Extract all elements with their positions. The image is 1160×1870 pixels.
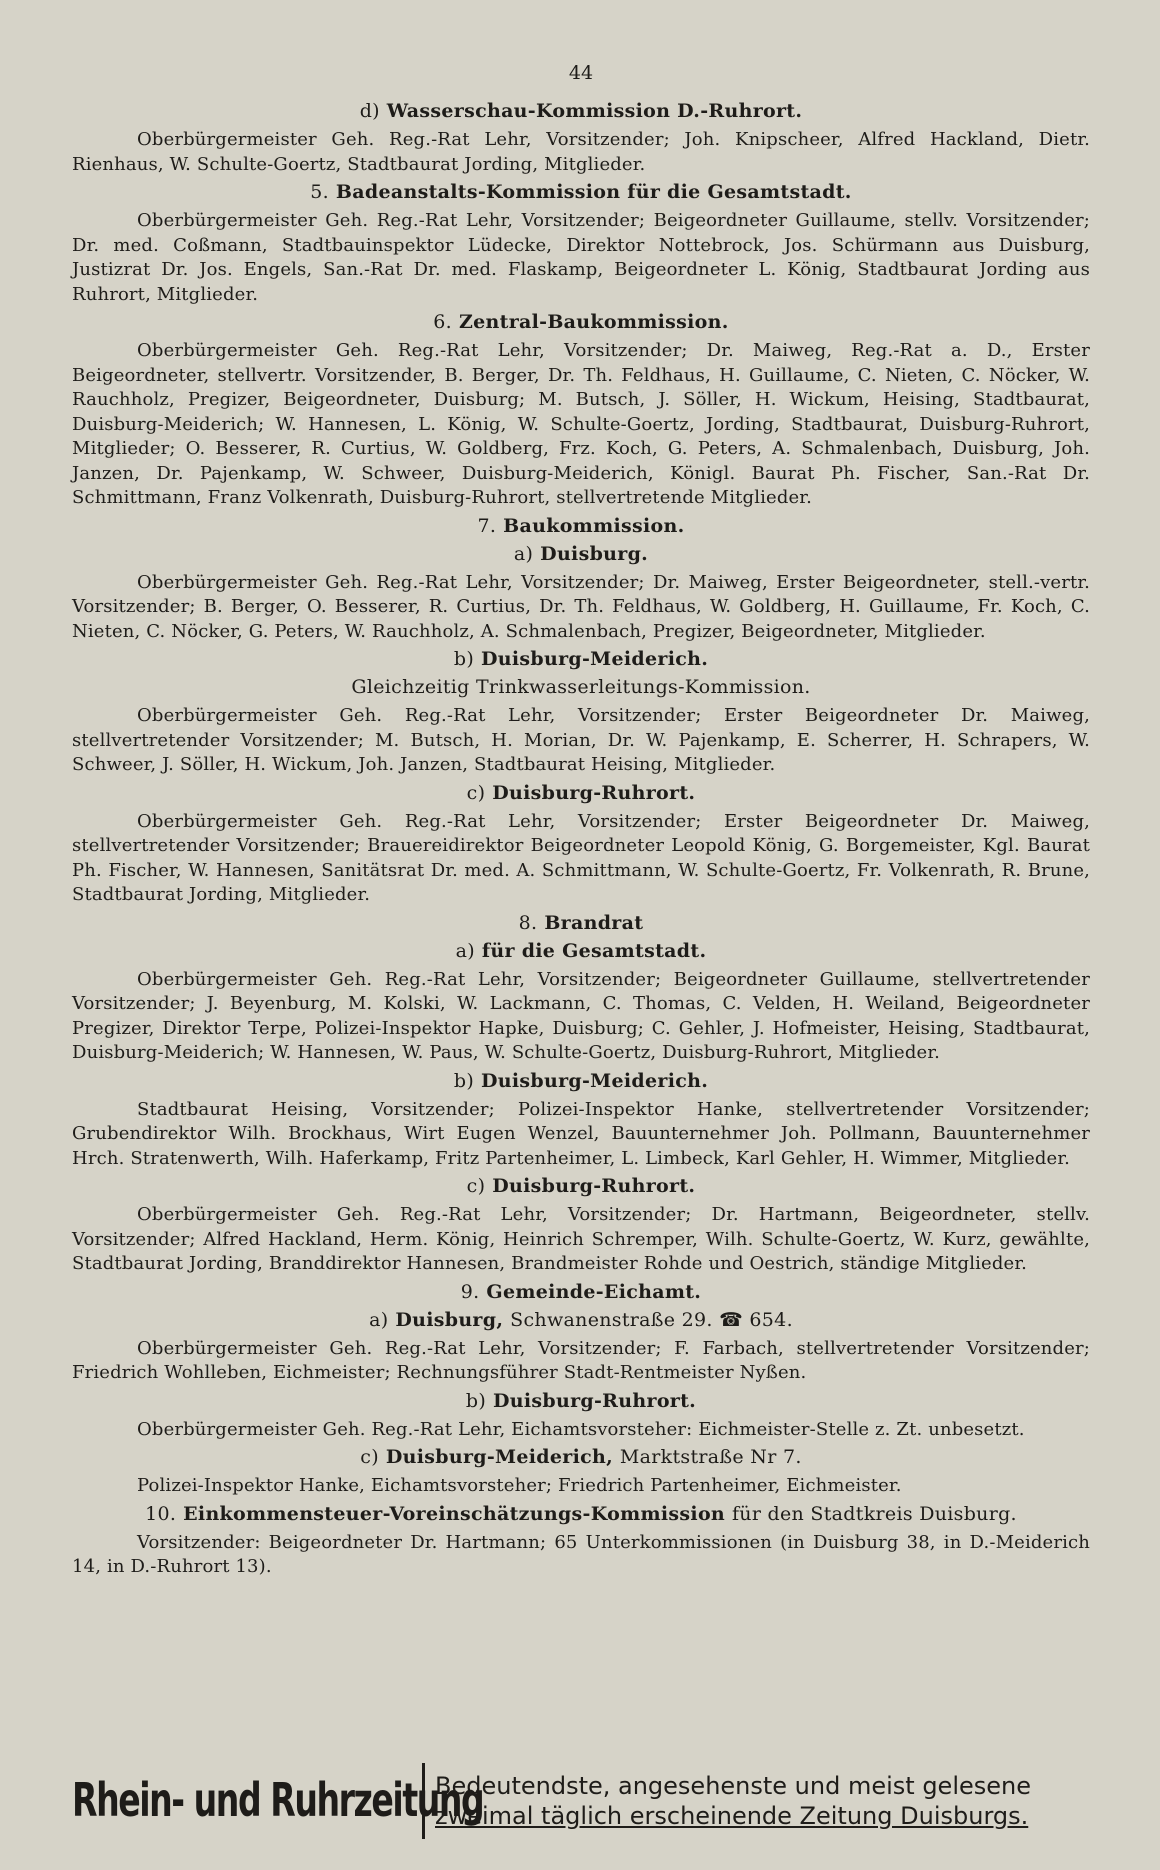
newspaper-advertisement (72, 1763, 1090, 1839)
section-heading-title: Duisburg-Meiderich, (385, 1446, 613, 1468)
committee-members-paragraph: Oberbürgermeister Geh. Reg.-Rat Lehr, Vorsitzender; Beigeordneter Guillaume, stellvertretender Vorsitzender; J. Beyenburg, M. Kolski, W. Lackmann, C. Thomas, C. Velden, H. Weiland, Beigeordneter Pregizer, Direktor Terpe, Polizei-Inspektor Hapke, Duisburg; C. Gehler, J. Hofmeister, Heising, Stadtbaurat, Duisburg-Meiderich; W. Hannesen, W. Paus, W. Schulte-Goertz, Duisburg-Ruhrort, Mitglieder. (72, 968, 1090, 1063)
section-heading-extra: für den Stadtkreis Duisburg. (731, 1502, 1017, 1525)
section-heading (72, 1446, 1090, 1468)
section-heading-number: b) (453, 648, 475, 670)
section-heading-title: Duisburg-Meiderich. (480, 1069, 709, 1092)
section-heading-title: Wasserschau-Kommission D.-Ruhrort. (386, 100, 803, 122)
committee-members-paragraph: Oberbürgermeister Geh. Reg.-Rat Lehr, Vorsitzender; Dr. Maiweg, Reg.-Rat a. D., Erster Beigeordneter, stellvertr. Vorsitzender, B. Berger, Dr. Th. Feldhaus, H. Guillaume, C. Nieten, C. Nöcker, W. Rauchholz, Pregizer, Beigeordneter, Duisburg; M. Butsch, J. Söller, H. Wickum, Heising, Stadtbaurat, Duisburg-Meiderich; W. Hannesen, L. König, W. Schulte-Goertz, Jording, Stadtbaurat, Duisburg-Ruhrort, Mitglieder; O. Besserer, R. Curtius, W. Goldberg, Frz. Koch, G. Peters, A. Schmalenbach, Duisburg, Joh. Janzen, Dr. Pajenkamp, W. Schweer, Duisburg-Meiderich, Königl. Baurat Ph. Fischer, San.-Rat Dr. Schmittmann, Franz Volkenrath, Duisburg-Ruhrort, stellvertretende Mitglieder. (72, 340, 1090, 508)
section-heading-number: c) (360, 1446, 379, 1468)
section-heading-number: a) (455, 939, 475, 962)
page-content (72, 100, 1090, 1580)
section-heading-title: Duisburg, (395, 1308, 504, 1331)
section-heading-number: d) (359, 100, 380, 122)
section-heading-extra: Marktstraße Nr 7. (619, 1446, 802, 1468)
committee-members-paragraph: Polizei-Inspektor Hanke, Eichamtsvorsteher; Friedrich Partenheimer, Eichmeister. (137, 1475, 902, 1496)
advert-slogan-line-1: Bedeutendste, angesehenste und meist gelesene (435, 1772, 1032, 1800)
section-heading-title: Zentral-Baukommission. (458, 311, 729, 333)
committee-members-paragraph: Vorsitzender: Beigeordneter Dr. Hartmann; 65 Unterkommissionen (in Duisburg 38, in D.-Meiderich 14, in D.-Ruhrort 13). (72, 1531, 1090, 1577)
committee-members-paragraph: Oberbürgermeister Geh. Reg.-Rat Lehr, Vorsitzender; Erster Beigeordneter Dr. Maiweg, stellvertretender Vorsitzender; M. Butsch, H. Morian, Dr. W. Pajenkamp, E. Scherrer, H. Schrapers, W. Schweer, J. Söller, H. Wickum, Joh. Janzen, Stadtbaurat Heising, Mitglieder. (72, 705, 1090, 775)
committee-members-paragraph: Oberbürgermeister Geh. Reg.-Rat Lehr, Vorsitzender; Erster Beigeordneter Dr. Maiweg, stellvertretender Vorsitzender; Brauereidirektor Beigeordneter Leopold König, G. Borgemeister, Kgl. Baurat Ph. Fischer, W. Hannesen, Sanitätsrat Dr. med. A. Schmittmann, W. Schulte-Goertz, Fr. Volkenrath, R. Brune, Stadtbaurat Jording, Mitglieder. (72, 810, 1090, 905)
section-heading-title: Duisburg-Ruhrort. (493, 1389, 697, 1412)
section-heading (72, 181, 1090, 203)
section-heading-number: a) (369, 1308, 389, 1331)
section-note: Gleichzeitig Trinkwasserleitungs-Kommission. (351, 676, 811, 698)
section-heading (72, 1175, 1090, 1197)
advert-newspaper-name: Rhein- und Ruhrzeitung (72, 1773, 484, 1827)
section-heading-extra: Schwanenstraße 29. ☎ 654. (510, 1308, 793, 1331)
section-heading (72, 1503, 1090, 1525)
section-heading-number: c) (466, 1175, 486, 1197)
section-heading-title: Duisburg-Ruhrort. (492, 1175, 696, 1197)
section-heading (72, 311, 1090, 333)
section-heading (72, 648, 1090, 670)
section-heading (72, 1390, 1090, 1412)
page-number: 44 (568, 62, 594, 84)
committee-members-paragraph: Oberbürgermeister Geh. Reg.-Rat Lehr, Eichamtsvorsteher: Eichmeister-Stelle z. Zt. unbesetzt. (137, 1418, 1025, 1440)
committee-members-paragraph: Oberbürgermeister Geh. Reg.-Rat Lehr, Vorsitzender; F. Farbach, stellvertretender Vorsitzender; Friedrich Wohlleben, Eichmeister; Rechnungsführer Stadt-Rentmeister Nyßen. (72, 1337, 1090, 1383)
section-heading-number: 10. (145, 1502, 177, 1525)
section-heading (72, 782, 1090, 804)
section-heading (72, 940, 1090, 962)
section-heading-number: 8. (518, 911, 538, 934)
section-heading-number: c) (466, 781, 486, 804)
section-heading (72, 912, 1090, 934)
advert-slogan-line-2: zweimal täglich erscheinende Zeitung Duisburgs. (435, 1802, 1029, 1830)
section-heading (72, 1309, 1090, 1331)
section-heading-title: für die Gesamtstadt. (481, 939, 707, 962)
section-heading-title: Brandrat (544, 911, 644, 934)
section-heading-number: b) (465, 1389, 487, 1412)
committee-members-paragraph: Oberbürgermeister Geh. Reg.-Rat Lehr, Vorsitzender; Beigeordneter Guillaume, stellv. Vorsitzender; Dr. med. Coßmann, Stadtbauinspektor Lüdecke, Direktor Nottebrock, Jos. Schürmann aus Duisburg, Justizrat Dr. Jos. Engels, San.-Rat Dr. med. Flaskamp, Beigeordneter L. König, Stadtbaurat Jording aus Ruhrort, Mitglieder. (72, 210, 1090, 305)
section-heading-title: Duisburg-Ruhrort. (492, 781, 696, 804)
section-heading-number: a) (513, 542, 534, 565)
section-heading-title: Einkommensteuer-Voreinschätzungs-Kommission (183, 1502, 726, 1525)
section-heading-title: Gemeinde-Eichamt. (486, 1280, 702, 1303)
section-heading-number: 5. (310, 181, 329, 203)
section-heading-number: 7. (477, 514, 497, 537)
committee-members-paragraph: Stadtbaurat Heising, Vorsitzender; Polizei-Inspektor Hanke, stellvertretender Vorsitzender; Grubendirektor Wilh. Brockhaus, Wirt Eugen Wenzel, Bauunternehmer Joh. Pollmann, Bauunternehmer Hrch. Stratenwerth, Wilh. Haferkamp, Fritz Partenheimer, L. Limbeck, Karl Gehler, H. Wimmer, Mitglieder. (72, 1098, 1090, 1169)
section-heading-number: 6. (433, 311, 453, 333)
committee-members-paragraph: Oberbürgermeister Geh. Reg.-Rat Lehr, Vorsitzender; Dr. Maiweg, Erster Beigeordneter, stell.-vertr. Vorsitzender; B. Berger, O. Besserer, R. Curtius, Dr. Th. Feldhaus, W. Goldberg, H. Guillaume, Fr. Koch, C. Nieten, C. Nöcker, G. Peters, W. Rauchholz, A. Schmalenbach, Pregizer, Beigeordneter, Mitglieder. (72, 571, 1090, 642)
section-heading (72, 1281, 1090, 1303)
section-heading (72, 100, 1090, 122)
advert-slogan (422, 1763, 1090, 1839)
committee-members-paragraph: Oberbürgermeister Geh. Reg.-Rat Lehr, Vorsitzender; Joh. Knipscheer, Alfred Hackland, Dietr. Rienhaus, W. Schulte-Goertz, Stadtbaurat Jording, Mitglieder. (72, 129, 1090, 175)
section-heading-title: Badeanstalts-Kommission für die Gesamtstadt. (335, 181, 852, 203)
committee-members-paragraph: Oberbürgermeister Geh. Reg.-Rat Lehr, Vorsitzender; Dr. Hartmann, Beigeordneter, stellv. Vorsitzender; Alfred Hackland, Herm. König, Heinrich Schremper, Wilh. Schulte-Goertz, W. Kurz, gewählte, Stadtbaurat Jording, Branddirektor Hannesen, Brandmeister Rohde und Oestrich, ständige Mitglieder. (72, 1204, 1090, 1274)
section-heading-title: Duisburg-Meiderich. (480, 648, 709, 670)
section-heading-number: b) (453, 1069, 475, 1092)
section-heading-title: Baukommission. (503, 514, 685, 537)
section-heading-title: Duisburg. (540, 542, 649, 565)
section-heading (72, 515, 1090, 537)
section-heading (72, 1070, 1090, 1092)
section-heading (72, 543, 1090, 565)
section-heading-number: 9. (460, 1280, 480, 1303)
